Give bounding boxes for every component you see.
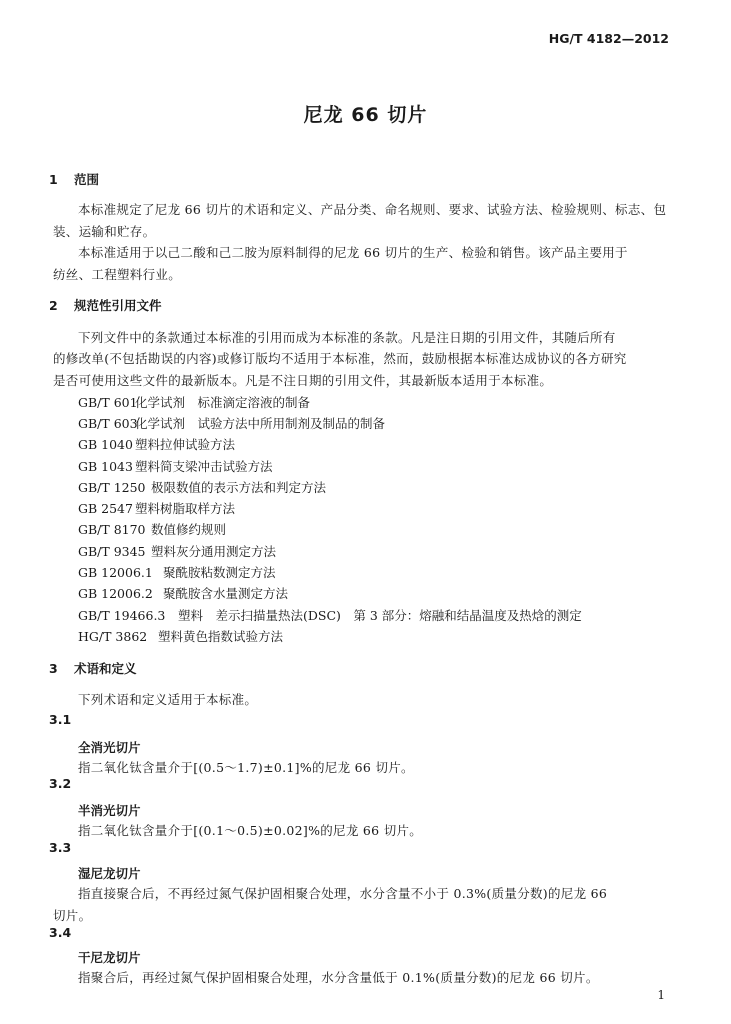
reference-title: 数值修约规则 [151, 522, 227, 537]
reference-item [78, 499, 235, 517]
term-name: 湿尼龙切片 [78, 866, 141, 881]
reference-title: 化学试剂 标准滴定溶液的制备 [135, 395, 311, 410]
reference-code: GB/T 603 [78, 416, 138, 431]
paragraph-line: 的修改单(不包括勘误的内容)或修订版均不适用于本标准，然而，鼓励根据本标准达成协议的各方研究 [53, 351, 627, 366]
reference-item [78, 520, 226, 538]
section-2-heading [49, 296, 162, 314]
reference-code: GB/T 601 [78, 395, 138, 410]
section-1-heading [49, 170, 99, 188]
reference-title: 塑料灰分通用测定方法 [151, 544, 277, 559]
paragraph-line: 本标准规定了尼龙 66 切片的术语和定义、产品分类、命名规则、要求、试验方法、检验规则、标志、包 [78, 202, 667, 217]
reference-title: 塑料拉伸试验方法 [135, 437, 236, 452]
paragraph-line: 纺丝、工程塑料行业。 [53, 267, 182, 282]
reference-code: GB 2547 [78, 501, 133, 516]
standard-code: HG/T 4182—2012 [548, 31, 669, 46]
term-number: 3.4 [49, 925, 72, 940]
reference-item [78, 563, 276, 581]
reference-item [78, 478, 326, 496]
section-number: 2 [49, 298, 58, 313]
reference-item [78, 435, 235, 453]
reference-title: 塑料 差示扫描量热法(DSC) 第 3 部分：熔融和结晶温度及热焓的测定 [178, 608, 582, 623]
paragraph-line: 是否可使用这些文件的最新版本。凡是不注日期的引用文件，其最新版本适用于本标准。 [53, 373, 553, 388]
term-number: 3.2 [49, 776, 72, 791]
paragraph-line: 下列文件中的条款通过本标准的引用而成为本标准的条款。凡是注日期的引用文件，其随后所有 [78, 330, 616, 345]
reference-code: HG/T 3862 [78, 629, 148, 644]
reference-item [78, 457, 273, 475]
reference-item [78, 627, 283, 645]
document-title: 尼龙 66 切片 [303, 104, 428, 126]
section-title: 术语和定义 [74, 661, 137, 676]
reference-title: 塑料黄色指数试验方法 [158, 629, 284, 644]
reference-item [78, 606, 582, 624]
term-name: 全消光切片 [78, 740, 141, 755]
term-name: 半消光切片 [78, 803, 141, 818]
term-definition: 指二氧化钛含量介于[(0.5～1.7)±0.1]%的尼龙 66 切片。 [78, 760, 414, 775]
section-number: 1 [49, 172, 58, 187]
section-3-heading [49, 659, 137, 677]
paragraph-line: 装、运输和贮存。 [53, 224, 156, 239]
reference-title: 聚酰胺粘数测定方法 [163, 565, 276, 580]
reference-code: GB 12006.1 [78, 565, 153, 580]
section-title: 范围 [74, 172, 100, 187]
reference-code: GB/T 9345 [78, 544, 146, 559]
reference-code: GB 12006.2 [78, 586, 153, 601]
reference-title: 极限数值的表示方法和判定方法 [151, 480, 327, 495]
reference-item [78, 542, 276, 560]
paragraph-line: 下列术语和定义适用于本标准。 [78, 692, 258, 707]
term-definition: 指直接聚合后，不再经过氮气保护固相聚合处理，水分含量不小于 0.3%(质量分数)的尼龙 66 [78, 886, 608, 901]
term-definition: 指聚合后，再经过氮气保护固相聚合处理，水分含量低于 0.1%(质量分数)的尼龙 66 切片。 [78, 970, 599, 985]
term-definition: 切片。 [53, 908, 92, 923]
reference-code: GB/T 1250 [78, 480, 146, 495]
page-number: 1 [657, 988, 665, 1002]
reference-title: 塑料树脂取样方法 [135, 501, 236, 516]
section-number: 3 [49, 661, 58, 676]
reference-code: GB 1043 [78, 459, 133, 474]
reference-item [78, 393, 310, 411]
term-definition: 指二氧化钛含量介于[(0.1～0.5)±0.02]%的尼龙 66 切片。 [78, 823, 423, 838]
reference-item [78, 414, 385, 432]
reference-item [78, 584, 288, 602]
reference-title: 化学试剂 试验方法中所用制剂及制品的制备 [135, 416, 386, 431]
paragraph-line: 本标准适用于以己二酸和己二胺为原料制得的尼龙 66 切片的生产、检验和销售。该产品主要用于 [78, 245, 628, 260]
reference-code: GB/T 8170 [78, 522, 146, 537]
term-number: 3.1 [49, 712, 72, 727]
section-title: 规范性引用文件 [74, 298, 162, 313]
reference-title: 聚酰胺含水量测定方法 [163, 586, 289, 601]
term-number: 3.3 [49, 840, 72, 855]
reference-title: 塑料简支梁冲击试验方法 [135, 459, 273, 474]
reference-code: GB/T 19466.3 [78, 608, 166, 623]
term-name: 干尼龙切片 [78, 950, 141, 965]
reference-code: GB 1040 [78, 437, 133, 452]
